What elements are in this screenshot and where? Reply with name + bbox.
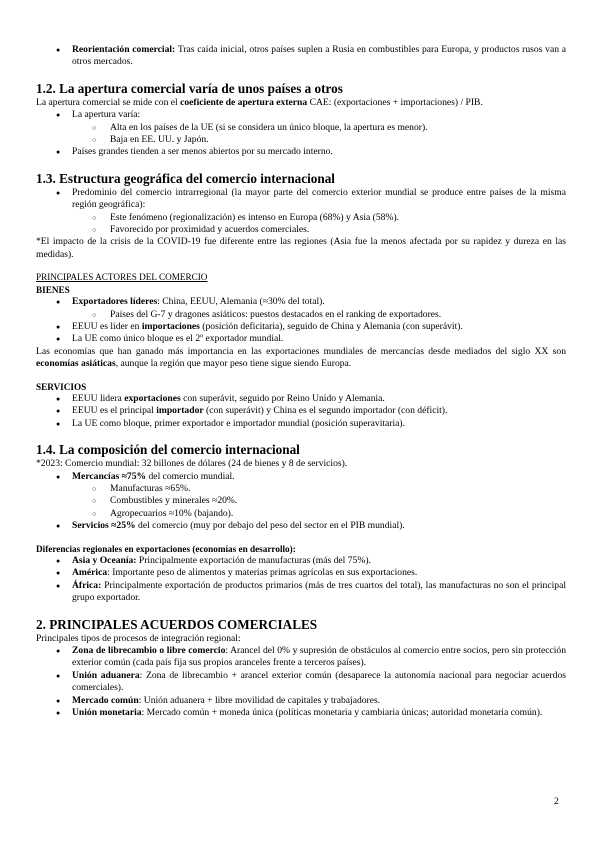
bullet-list — [36, 645, 566, 719]
list-item: ● EEUU es el principal importador (con superávit) y China es el segundo importador (con déficit). — [36, 405, 566, 417]
bullet-list — [36, 44, 566, 69]
list-item: ● EEUU lidera exportaciones con superávit, seguido por Reino Unido y Alemania. — [36, 393, 566, 405]
list-item: ● Unión monetaria: Mercado común + moneda única (políticas monetaria y cambiaria únicas; autoridad monetaria común). — [36, 707, 566, 719]
list-item: ● América: Importante peso de alimentos y materias primas agrícolas en sus exportaciones. — [36, 567, 566, 579]
label-servicios: SERVICIOS — [36, 381, 87, 392]
bold-term: Reorientación comercial: — [72, 44, 176, 55]
note: *El impacto de la crisis de la COVID-19 fue diferente entre las regiones (Asia fue la menos afectada por su rapidez y dureza en las medidas). — [36, 236, 566, 260]
bullet-list — [36, 520, 566, 532]
list-item: ● La apertura varía: — [36, 109, 566, 121]
section-heading-1-4: 1.4. La composición del comercio internacional — [36, 442, 300, 458]
paragraph: La apertura comercial se mide con el coeficiente de apertura externa CAE: (exportaciones + importaciones) / PIB. — [36, 96, 483, 108]
bullet-list — [36, 296, 566, 308]
list-item: ● Servicios ≈25% del comercio (muy por debajo del peso del sector en el PIB mundial). — [36, 520, 566, 532]
item-text: Tras caída inicial, otros países suplen a Rusia en combustibles para Europa, y productos rusos van a otros mercados. — [72, 44, 566, 68]
paragraph: *2023: Comercio mundial: 32 billones de dólares (24 de bienes y 8 de servicios). — [36, 458, 348, 470]
sub-list-item: ○ Este fenómeno (regionalización) es intenso en Europa (68%) y Asia (58%). — [36, 212, 566, 224]
document-page — [36, 44, 566, 719]
bullet-list — [36, 109, 566, 121]
paragraph: Principales tipos de procesos de integración regional: — [36, 632, 241, 644]
label-bienes: BIENES — [36, 284, 70, 295]
sub-bullet-list — [36, 122, 566, 147]
sub-bullet-list — [36, 483, 566, 520]
list-item: ● África: Principalmente exportación de productos primarios (más de tres cuartos del total), las manufacturas no son el principal grupo exportador. — [36, 580, 566, 605]
sub-bullet-list — [36, 309, 566, 321]
bullet-list — [36, 471, 566, 483]
section-heading-1-2: 1.2. La apertura comercial varía de unos países a otros — [36, 80, 343, 96]
sub-list-item: ○ Países del G-7 y dragones asiáticos: puestos destacados en el ranking de exportadores. — [36, 309, 566, 321]
sub-list-item: ○ Manufacturas ≈65%. — [36, 483, 566, 495]
list-item: ● Predominio del comercio intrarregional (la mayor parte del comercio exterior mundial se produce entre países de la misma región geográfica): — [36, 187, 566, 212]
list-item: ● Mercado común: Unión aduanera + libre movilidad de capitales y trabajadores. — [36, 695, 566, 707]
bullet-list — [36, 321, 566, 346]
list-item: ● Unión aduanera: Zona de librecambio + arancel exterior común (desaparece la autonomía nacional para negociar acuerdos comerciales). — [36, 670, 566, 695]
sub-list-item: ○ Agropecuarios ≈10% (bajando). — [36, 508, 566, 520]
list-item: ● Países grandes tienden a ser menos abiertos por su mercado interno. — [36, 146, 566, 158]
bullet-list — [36, 393, 566, 430]
list-item: ● La UE como único bloque es el 2º exportador mundial. — [36, 333, 566, 345]
list-item: ● Exportadores líderes: China, EEUU, Alemania (≈30% del total). — [36, 296, 566, 308]
bullet-list — [36, 187, 566, 212]
sub-list-item: ○ Favorecido por proximidad y acuerdos comerciales. — [36, 224, 566, 236]
sub-list-item: ○ Alta en los países de la UE (si se considera un único bloque, la apertura es menor). — [36, 122, 566, 134]
sub-list-item: ○ Combustibles y minerales ≈20%. — [36, 495, 566, 507]
section-heading-2: 2. PRINCIPALES ACUERDOS COMERCIALES — [36, 616, 318, 632]
list-item: ● Mercancías ≈75% del comercio mundial. — [36, 471, 566, 483]
sub-list-item: ○ Baja en EE. UU. y Japón. — [36, 134, 566, 146]
paragraph: Las economías que han ganado más importancia en las exportaciones mundiales de mercancías desde mediados del siglo XX son economías asiáticas, aunque la región que mayor peso tiene sigue siendo Europa. — [36, 345, 566, 370]
list-item: ● La UE como bloque, primer exportador e importador mundial (posición superavitaria). — [36, 418, 566, 430]
bullet-list — [36, 146, 566, 158]
page-number: 2 — [554, 796, 559, 807]
sub-bullet-list — [36, 212, 566, 237]
subheading-actores: PRINCIPALES ACTORES DEL COMERCIO — [36, 272, 208, 283]
bullet-list — [36, 555, 566, 605]
list-item: ● Asia y Oceanía: Principalmente exportación de manufacturas (más del 75%). — [36, 555, 566, 567]
section-heading-1-3: 1.3. Estructura geográfica del comercio internacional — [36, 170, 335, 186]
label-diferencias: Diferencias regionales en exportaciones (economías en desarrollo): — [36, 543, 296, 554]
list-item — [36, 44, 566, 69]
list-item: ● Zona de librecambio o libre comercio: Arancel del 0% y supresión de obstáculos al comercio entre socios, pero sin protección exterior común (cada país fija sus propios aranceles frente a terceros países). — [36, 645, 566, 670]
list-item: ● EEUU es líder en importaciones (posición deficitaria), seguido de China y Alemania (con superávit). — [36, 321, 566, 333]
